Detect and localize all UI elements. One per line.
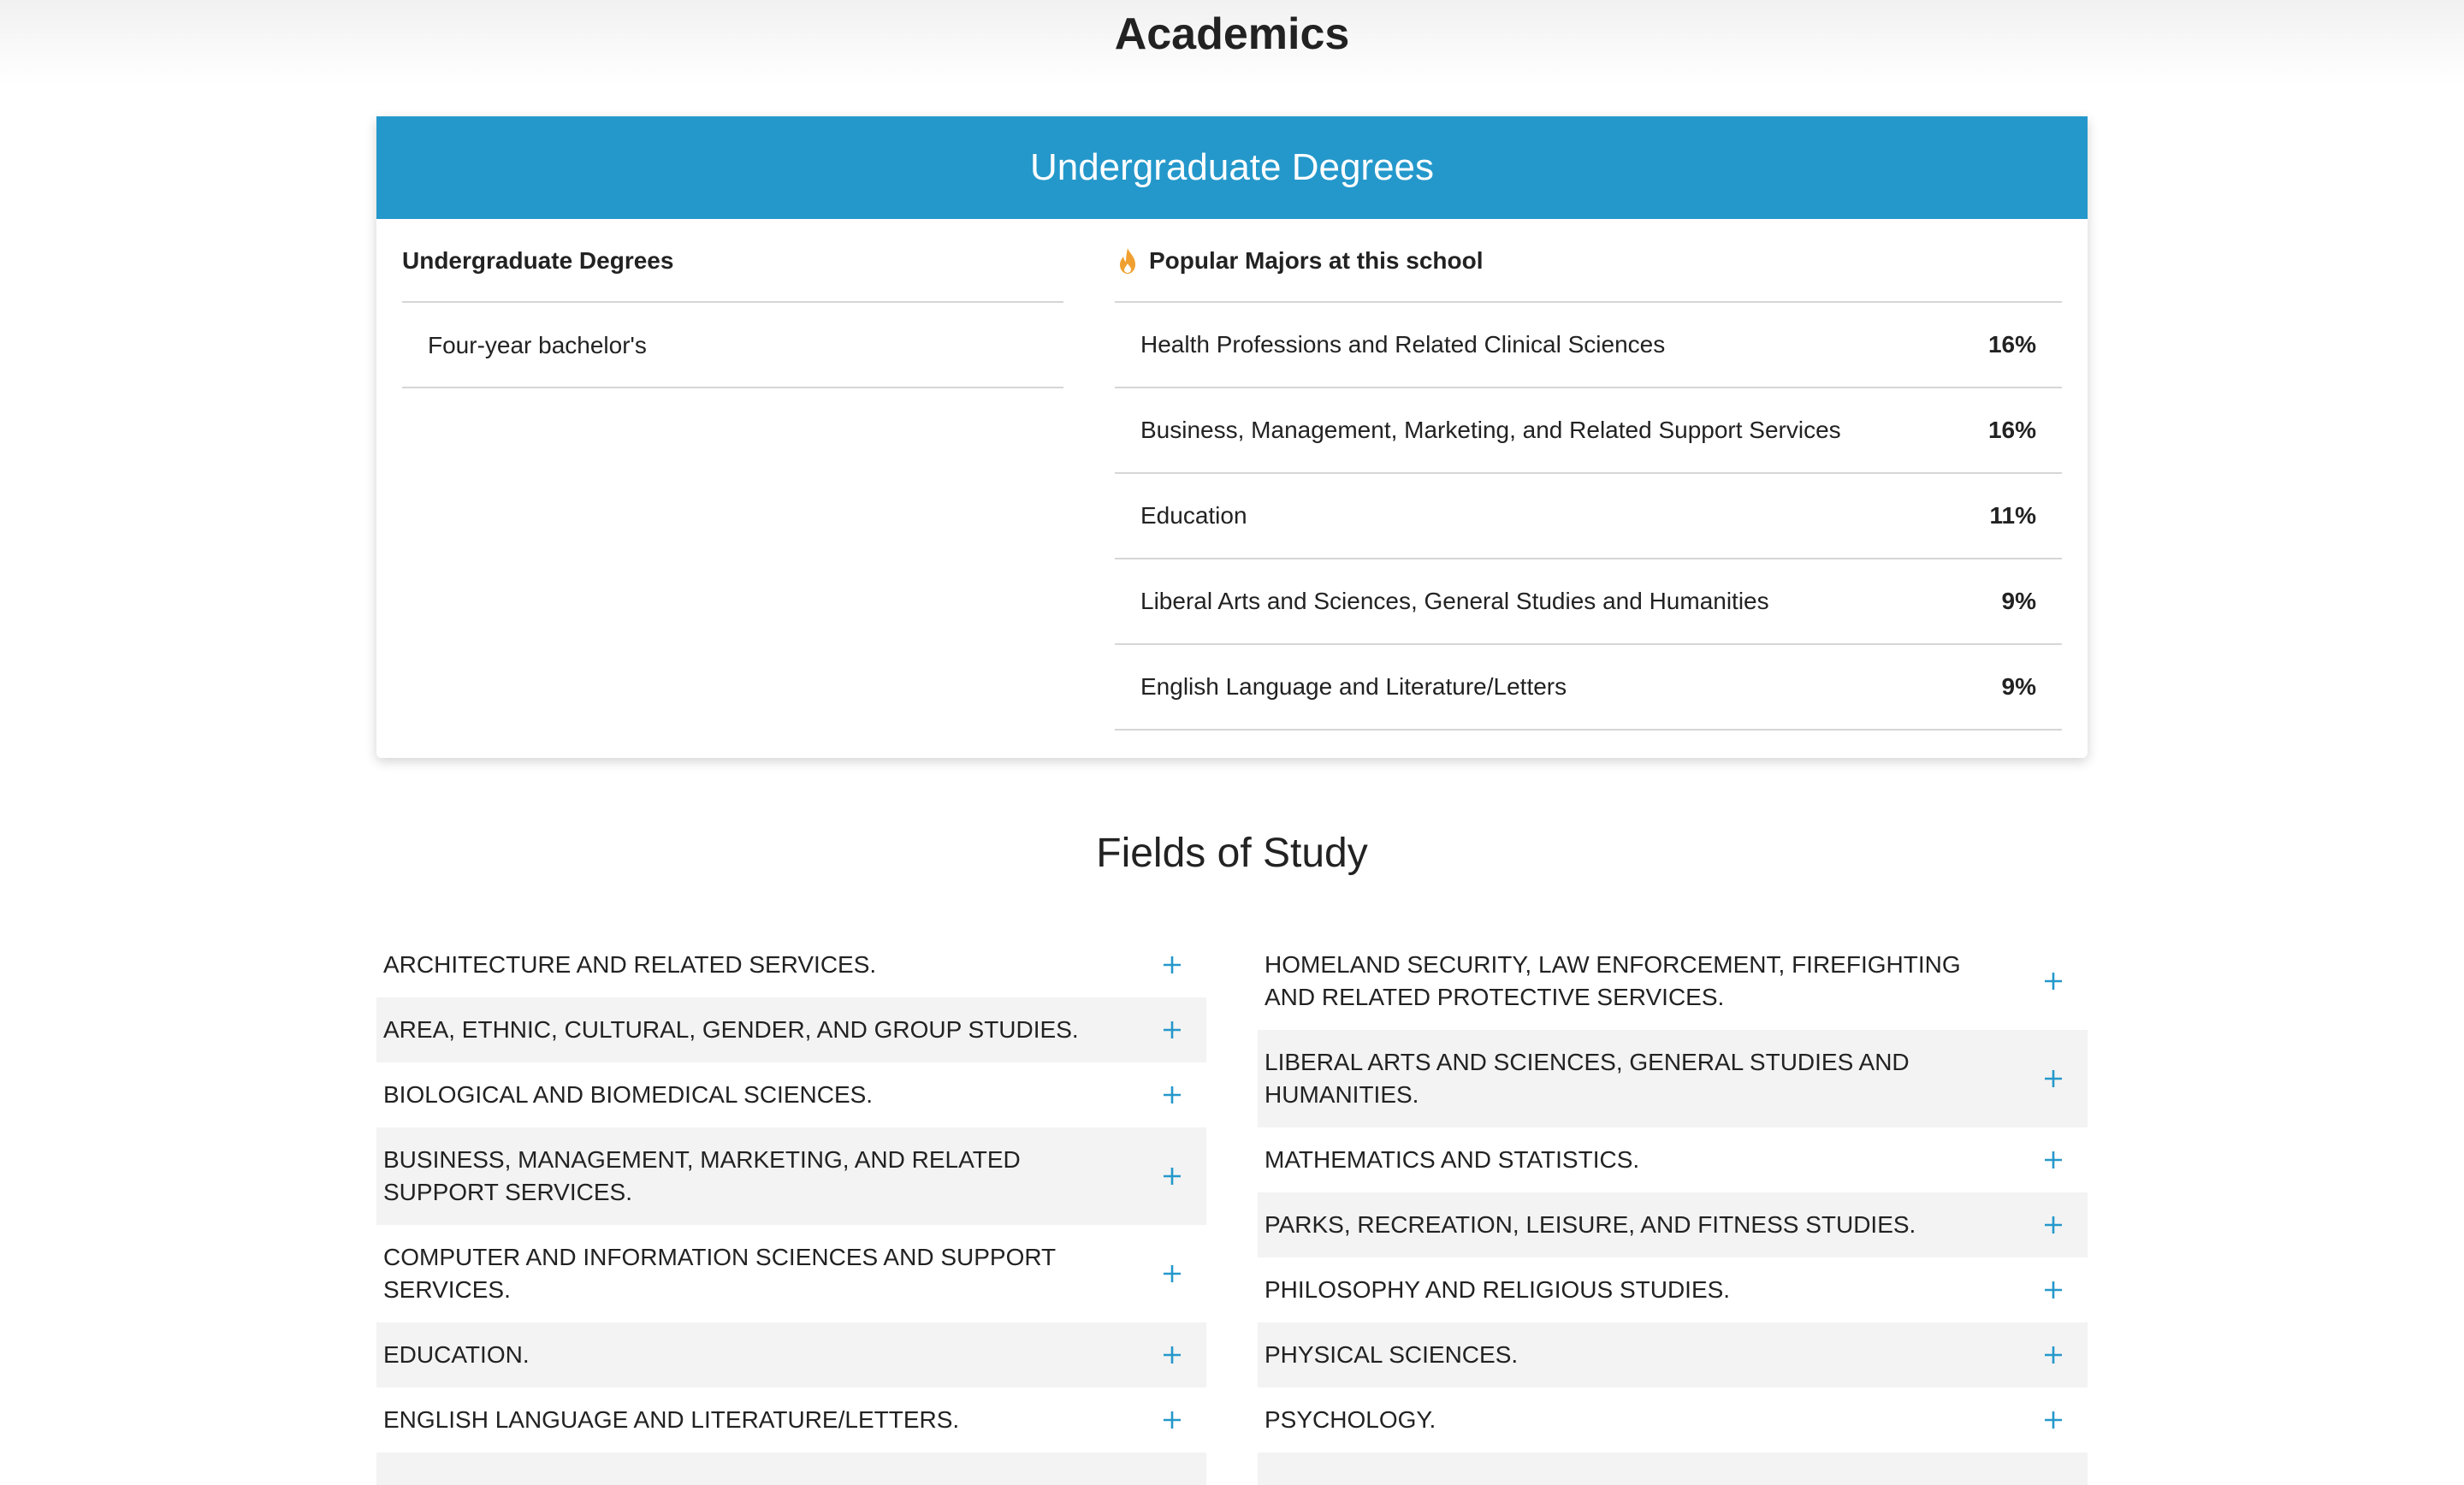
major-name: Business, Management, Marketing, and Related Support Services <box>1140 417 1841 443</box>
plus-icon[interactable] <box>2026 1062 2081 1096</box>
popular-majors-column <box>1115 219 2062 731</box>
field-of-study-row[interactable] <box>376 997 1206 1062</box>
major-percent: 16% <box>1987 331 2036 358</box>
card-header: Undergraduate Degrees <box>376 116 2088 219</box>
major-row <box>1115 303 2062 388</box>
major-row <box>1115 645 2062 731</box>
major-row <box>1115 474 2062 559</box>
major-percent: 9% <box>2001 588 2036 614</box>
field-of-study-row[interactable] <box>1258 1127 2088 1192</box>
major-percent: 11% <box>1989 502 2036 529</box>
field-label: PHILOSOPHY AND RELIGIOUS STUDIES. <box>1265 1276 1731 1303</box>
field-of-study-row[interactable] <box>1258 932 2088 1030</box>
major-name: Education <box>1140 502 1247 529</box>
field-of-study-row-partial <box>376 1452 1206 1485</box>
field-label: PARKS, RECREATION, LEISURE, AND FITNESS STUDIES. <box>1265 1211 1916 1238</box>
major-percent: 16% <box>1987 417 2036 443</box>
plus-icon[interactable] <box>2026 964 2081 998</box>
major-name: Health Professions and Related Clinical Sciences <box>1140 331 1666 358</box>
field-of-study-row[interactable] <box>376 932 1206 997</box>
plus-icon[interactable] <box>2026 1403 2081 1437</box>
plus-icon[interactable] <box>1145 1159 1199 1193</box>
field-of-study-row[interactable] <box>376 1127 1206 1225</box>
field-label: HOMELAND SECURITY, LAW ENFORCEMENT, FIREFIGHTING AND RELATED PROTECTIVE SERVICES. <box>1265 951 1961 1010</box>
field-label: LIBERAL ARTS AND SCIENCES, GENERAL STUDIES AND HUMANITIES. <box>1265 1049 1910 1108</box>
field-of-study-row-partial <box>1258 1452 2088 1485</box>
field-label: AREA, ETHNIC, CULTURAL, GENDER, AND GROUP STUDIES. <box>383 1016 1079 1043</box>
fields-of-study-title: Fields of Study <box>1096 831 1368 876</box>
fields-list-left <box>376 932 1206 1485</box>
flame-icon <box>1115 246 1140 275</box>
field-label: MATHEMATICS AND STATISTICS. <box>1265 1146 1640 1173</box>
field-of-study-row[interactable] <box>1258 1387 2088 1452</box>
field-label: ARCHITECTURE AND RELATED SERVICES. <box>383 951 877 978</box>
field-label: PSYCHOLOGY. <box>1265 1406 1436 1433</box>
field-of-study-row[interactable] <box>1258 1192 2088 1257</box>
plus-icon[interactable] <box>2026 1143 2081 1177</box>
major-row <box>1115 388 2062 474</box>
plus-icon[interactable] <box>1145 1338 1199 1372</box>
plus-icon[interactable] <box>2026 1208 2081 1242</box>
major-name: English Language and Literature/Letters <box>1140 673 1567 700</box>
undergraduate-degrees-card <box>376 116 2088 758</box>
field-of-study-row[interactable] <box>376 1387 1206 1452</box>
plus-icon[interactable] <box>1145 1403 1199 1437</box>
field-label: PHYSICAL SCIENCES. <box>1265 1341 1519 1368</box>
plus-icon[interactable] <box>1145 1078 1199 1112</box>
popular-majors-heading-text: Popular Majors at this school <box>1149 247 1484 274</box>
major-percent: 9% <box>2001 673 2036 700</box>
degree-item: Four-year bachelor's <box>402 303 1063 388</box>
popular-majors-heading <box>1115 219 2062 303</box>
major-name: Liberal Arts and Sciences, General Studies and Humanities <box>1140 588 1769 614</box>
plus-icon[interactable] <box>1145 948 1199 982</box>
field-of-study-row[interactable] <box>376 1322 1206 1387</box>
field-label: COMPUTER AND INFORMATION SCIENCES AND SUPPORT SERVICES. <box>383 1244 1056 1303</box>
plus-icon[interactable] <box>2026 1273 2081 1307</box>
field-of-study-row[interactable] <box>376 1062 1206 1127</box>
field-label: EDUCATION. <box>383 1341 530 1368</box>
field-of-study-row[interactable] <box>1258 1322 2088 1387</box>
field-of-study-row[interactable] <box>1258 1257 2088 1322</box>
field-of-study-row[interactable] <box>1258 1030 2088 1127</box>
plus-icon[interactable] <box>2026 1338 2081 1372</box>
field-label: ENGLISH LANGUAGE AND LITERATURE/LETTERS. <box>383 1406 960 1433</box>
field-label: BIOLOGICAL AND BIOMEDICAL SCIENCES. <box>383 1081 874 1108</box>
fields-list-right <box>1258 932 2088 1485</box>
major-row <box>1115 559 2062 645</box>
field-label: BUSINESS, MANAGEMENT, MARKETING, AND RELATED SUPPORT SERVICES. <box>383 1146 1021 1205</box>
field-of-study-row[interactable] <box>376 1225 1206 1322</box>
degrees-heading: Undergraduate Degrees <box>402 219 1063 303</box>
page-title: Academics <box>1114 9 1350 59</box>
plus-icon[interactable] <box>1145 1013 1199 1047</box>
degrees-column <box>402 219 1063 388</box>
plus-icon[interactable] <box>1145 1257 1199 1291</box>
